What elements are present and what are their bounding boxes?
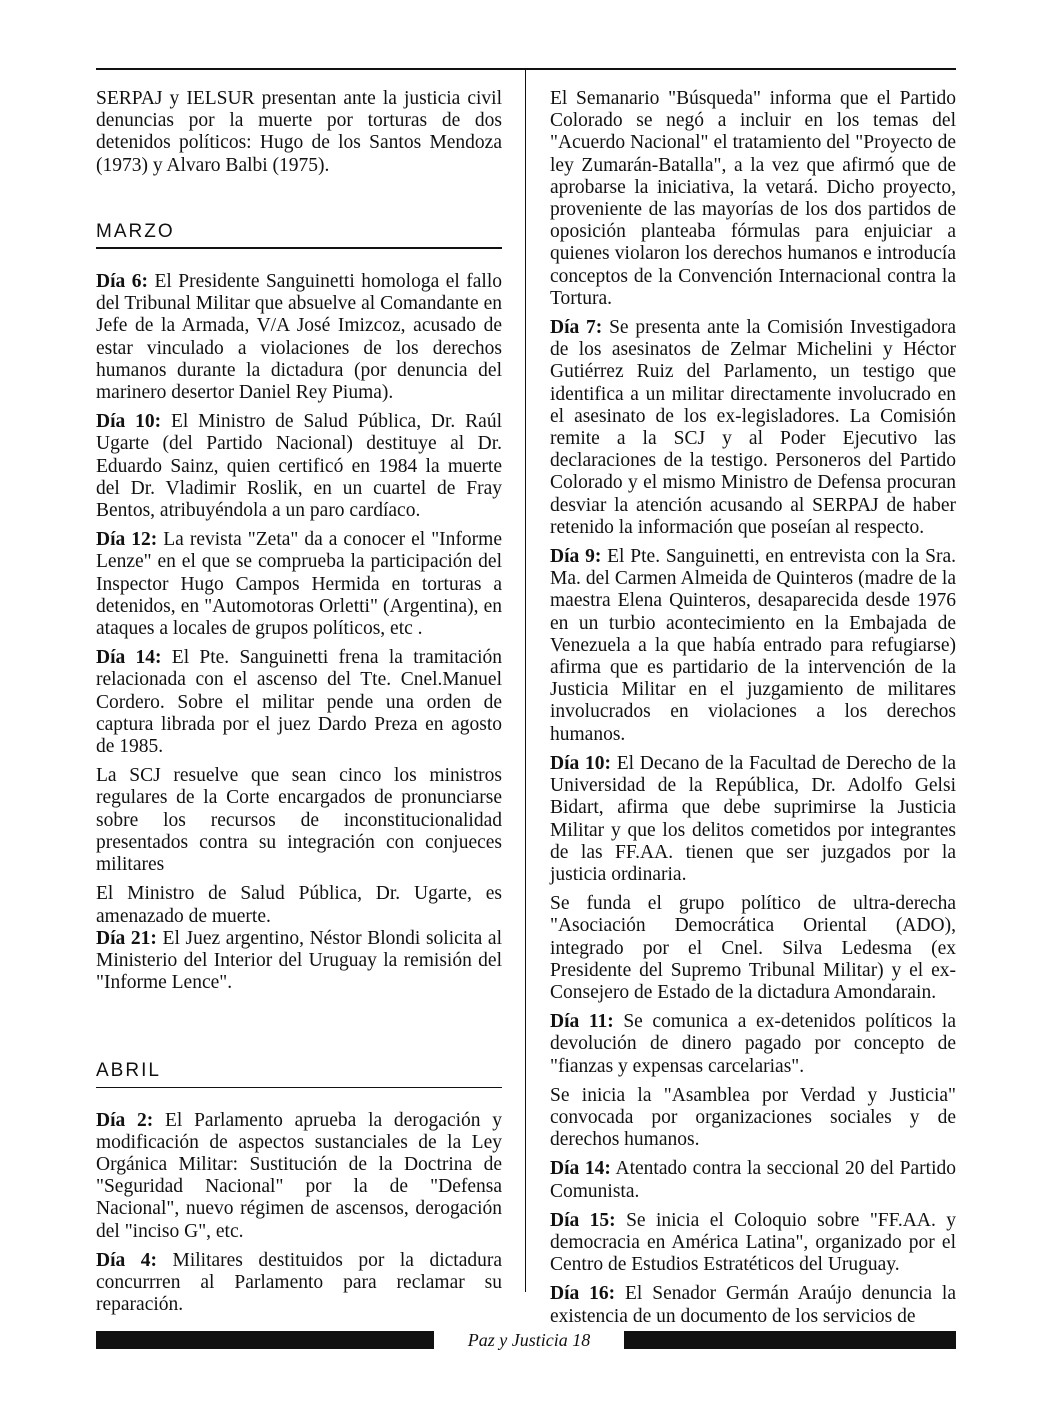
entry-text: La revista "Zeta" da a conocer el "Informe Lenze" en el que se comprueba la participación del Inspector Hugo Campos Hermida en torturas a detenidos, en "Automotoras Orletti" (Argentina), en ataques a locales de grupos políticos, etc .: [96, 529, 502, 640]
entry-dia-7: [550, 317, 956, 539]
right-column: [550, 88, 956, 1335]
entry-date: Día 2:: [96, 1109, 154, 1131]
entry-date: Día 16:: [550, 1283, 616, 1305]
entry-date: Día 12:: [96, 529, 158, 551]
entry-marzo-scj: La SCJ resuelve que sean cinco los ministros regulares de la Corte encargados de pronunciarse sobre los recursos de inconstitucionalidad presentados contra su integración con conjueces militares: [96, 765, 502, 876]
section-heading-abril: ABRIL: [96, 1060, 502, 1087]
entry-marzo-6: [96, 271, 502, 404]
entry-date: Día 14:: [550, 1158, 611, 1180]
entry-text: El Pte. Sanguinetti frena la tramitación relacionada con el ascenso del Tte. Cnel.Manuel Cordero. Sobre el militar pende una orden de captura librada por el juez Dardo Preza en agosto de 1985.: [96, 647, 502, 758]
footer-bar-right: [624, 1331, 956, 1349]
entry-marzo-14: [96, 647, 502, 758]
entry-marzo-12: [96, 529, 502, 640]
entry-dia-16: [550, 1283, 956, 1327]
entry-dia-15: [550, 1210, 956, 1277]
entry-abril-2: [96, 1110, 502, 1243]
entry-text: El Decano de la Facultad de Derecho de la Universidad de la República, Dr. Adolfo Gelsi Bidart, afirma que debe suprimirse la Justicia Militar y que los delitos cometidos por integrantes de las FF.AA. tienen que ser juzgados por la justicia ordinaria.: [550, 752, 956, 885]
entry-dia-10: [550, 753, 956, 886]
entry-date: Día 14:: [96, 647, 162, 669]
entry-date: Día 10:: [96, 411, 162, 433]
entry-date: Día 7:: [550, 317, 603, 339]
entry-date: Día 6:: [96, 271, 148, 293]
column-divider: [525, 70, 526, 1292]
entry-text: Se presenta ante la Comisión Investigadora de los asesinatos de Zelmar Michelini y Héctor Gutiérrez Ruiz del Parlamento, un testigo que identifica a un militar directamente involucrado en el asesinato de los ex-legisladores. La Comisión remite a la SCJ y al Poder Ejecutivo las declaraciones de la testigo. Personeros del Partido Colorado y el mismo Ministro de Defensa procuran desviar la atención acusando al SERPAJ de haber retenido la información que poseían al respecto.: [550, 317, 956, 538]
entry-ado: Se funda el grupo político de ultra-derecha "Asociación Democrática Oriental (ADO), integrado por el Cnel. Silva Ledesma (ex Presidente del Supremo Tribunal Militar) y el ex-Consejero de Estado de la dictadura Amondarain.: [550, 893, 956, 1003]
section-heading-marzo: MARZO: [96, 221, 502, 249]
entry-asamblea: Se inicia la "Asamblea por Verdad y Justicia" convocada por organizaciones sociales y de derechos humanos.: [550, 1084, 956, 1151]
entry-dia-9: [550, 546, 956, 746]
entry-text: El Presidente Sanguinetti homologa el fallo del Tribunal Militar que absuelve al Comandante en Jefe de la Armada, V/A José Imizcoz, acusado de estar vinculado a violaciones de los derechos humanos durante la dictadura (por denuncia del marinero desertor Daniel Rey Piuma).: [96, 271, 502, 404]
entry-marzo-ugarte: El Ministro de Salud Pública, Dr. Ugarte, es amenazado de muerte.: [96, 883, 502, 927]
entry-date: Día 15:: [550, 1209, 616, 1231]
entry-text: Militares destituidos por la dictadura concurrren al Parlamento para reclamar su reparación.: [96, 1249, 503, 1316]
entry-date: Día 11:: [550, 1011, 614, 1033]
entry-date: Día 4:: [96, 1249, 157, 1271]
entry-text: El Ministro de Salud Pública, Dr. Raúl Ugarte (del Partido Nacional) destituye al Dr. Eduardo Sainz, quien certificó en 1984 la muerte del Dr. Vladimir Roslik, en un cuartel de Fray Bentos, atribuyéndola a un paro cardíaco.: [96, 411, 502, 522]
page-footer: [96, 1328, 956, 1352]
entry-date: Día 21:: [96, 927, 157, 949]
left-column: [96, 88, 502, 1323]
entry-date: Día 10:: [550, 752, 611, 774]
entry-marzo-10: [96, 411, 502, 522]
entry-text: El Parlamento aprueba la derogación y modificación de aspectos sustanciales de la Ley Orgánica Militar: Sustitución de la Doctrina de "Seguridad Nacional" por la de "Defensa Nacional", nuevo régimen de ascensos, derogación del "inciso G", etc.: [96, 1109, 503, 1242]
entry-marzo-21: [96, 928, 502, 995]
entry-text: El Senador Germán Araújo denuncia la existencia de un documento de los servicios de: [550, 1283, 957, 1327]
entry-date: Día 9:: [550, 546, 602, 568]
entry-text: El Pte. Sanguinetti, en entrevista con la Sra. Ma. del Carmen Almeida de Quinteros (madre de la maestra Elena Quinteros, desaparecida desde 1976 en un turbio acontecimiento en la Embajada de Venezuela a la que había entrado para refugiarse) afirma que es partidario de la intervención de la Justicia Militar en el juzgamiento de militares involucrados en violaciones a los derechos humanos.: [550, 546, 957, 745]
top-rule: [96, 68, 956, 70]
busqueda-paragraph: El Semanario "Búsqueda" informa que el Partido Colorado se negó a incluir en los temas del "Acuerdo Nacional" el tratamiento del "Proyecto de ley Zumarán-Batalla", a la vez que afirmó que de aprobarse la iniciativa, la vetará. Dicho proyecto, proveniente de las mayorías de los dos partidos de oposición planteaba fórmulas para enjuiciar a quienes violaron los derechos humanos e introducía conceptos de la Convención Internacional contra la Tortura.: [550, 88, 956, 309]
intro-paragraph: SERPAJ y IELSUR presentan ante la justicia civil denuncias por la muerte por torturas de dos detenidos políticos: Hugo de los Santos Mendoza (1973) y Alvaro Balbi (1975).: [96, 88, 502, 176]
entry-text: Atentado contra la seccional 20 del Partido Comunista.: [550, 1158, 956, 1202]
entry-text: El Juez argentino, Néstor Blondi solicita al Ministerio del Interior del Uruguay la remisión del "Informe Lence".: [96, 927, 502, 994]
entry-text: Se comunica a ex-detenidos políticos la devolución de dinero pagado por concepto de "fianzas y expensas carcelarias".: [550, 1011, 957, 1077]
footer-label: Paz y Justicia 18: [467, 1330, 591, 1350]
footer-bar-left: [96, 1331, 434, 1349]
entry-dia-14: [550, 1158, 956, 1202]
entry-text: Se inicia el Coloquio sobre "FF.AA. y democracia en América Latina", organizado por el Centro de Estudios Estratéticos del Uruguay.: [550, 1209, 956, 1276]
entry-abril-4: [96, 1250, 502, 1317]
entry-dia-11: [550, 1011, 956, 1078]
